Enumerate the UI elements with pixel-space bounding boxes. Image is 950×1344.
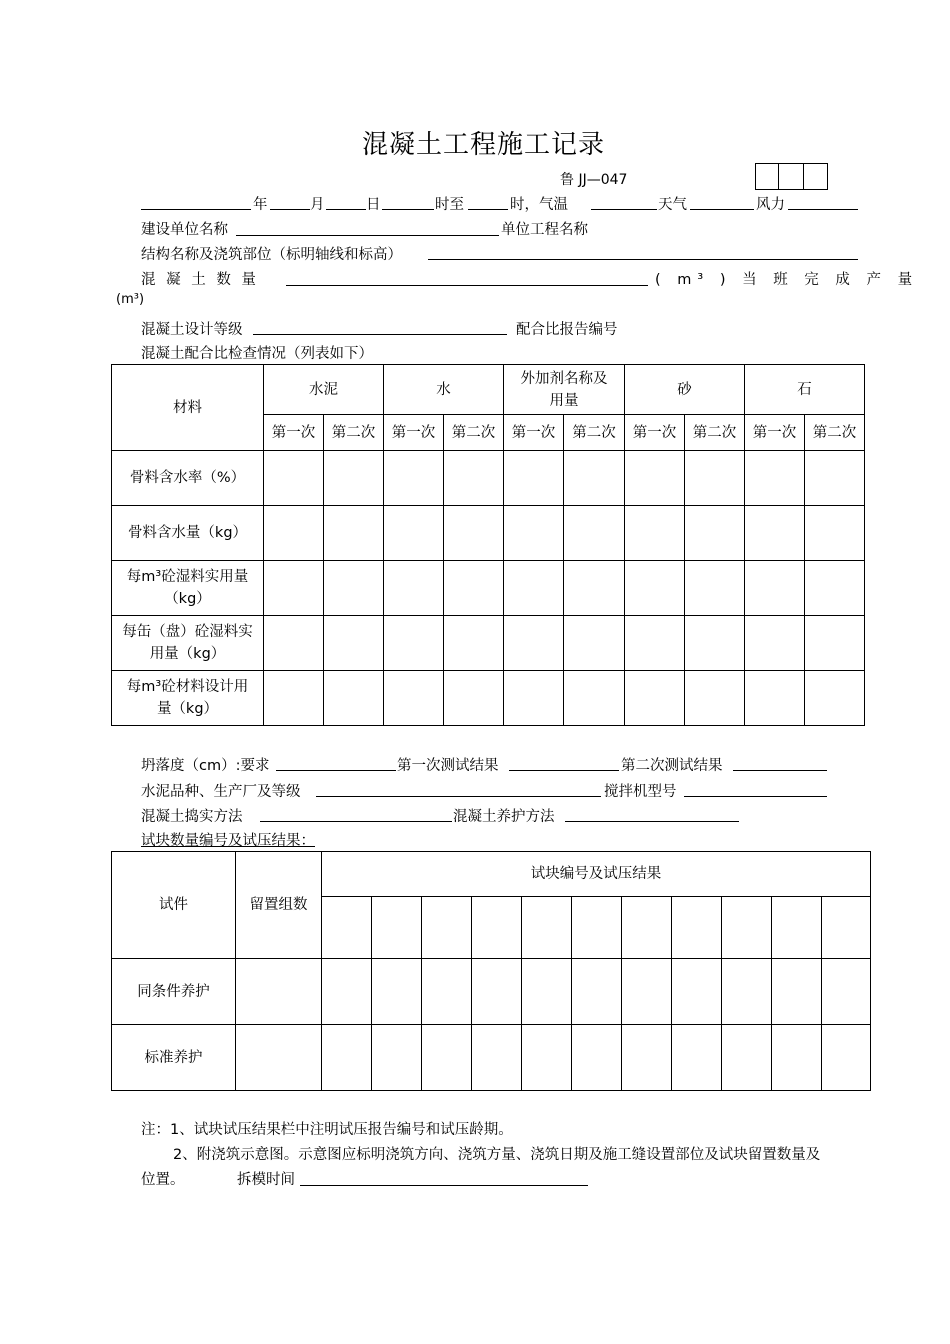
first-header: 第一次 — [384, 415, 444, 451]
curing-field[interactable] — [565, 821, 739, 822]
row-label: 骨料含水率（%） — [112, 451, 264, 506]
table-cell[interactable] — [236, 959, 322, 1025]
table-cell[interactable] — [264, 506, 324, 561]
table-cell[interactable] — [805, 506, 865, 561]
table-cell[interactable] — [745, 616, 805, 671]
table-cell[interactable] — [236, 1025, 322, 1091]
table-cell[interactable] — [572, 1025, 622, 1091]
demold-label: 拆模时间 — [237, 1172, 295, 1188]
table-cell[interactable] — [264, 616, 324, 671]
table-cell[interactable] — [564, 616, 625, 671]
table-cell[interactable] — [625, 671, 685, 726]
compact-field[interactable] — [260, 821, 452, 822]
table-cell[interactable] — [444, 671, 504, 726]
table-cell[interactable] — [264, 451, 324, 506]
table-cell[interactable] — [625, 451, 685, 506]
table-cell[interactable] — [572, 959, 622, 1025]
design-grade-label: 混凝土设计等级 — [141, 322, 243, 338]
table-cell[interactable] — [384, 506, 444, 561]
table-cell[interactable] — [805, 671, 865, 726]
table-cell[interactable] — [822, 1025, 871, 1091]
table-cell[interactable] — [324, 451, 384, 506]
m3-unit: (m³) — [116, 292, 145, 307]
table-cell[interactable] — [685, 561, 745, 616]
table-cell[interactable] — [384, 561, 444, 616]
table-cell[interactable] — [372, 959, 422, 1025]
second-header: 第二次 — [324, 415, 384, 451]
slump-field[interactable] — [276, 770, 396, 771]
table-cell[interactable] — [625, 616, 685, 671]
table-cell[interactable] — [722, 897, 772, 959]
table-cell[interactable] — [564, 561, 625, 616]
temp-field[interactable] — [591, 209, 657, 210]
table-cell[interactable] — [372, 897, 422, 959]
wind-label: 风力 — [756, 197, 785, 213]
table-cell[interactable] — [444, 506, 504, 561]
hour-to-field[interactable] — [468, 209, 508, 210]
table-cell[interactable] — [772, 1025, 822, 1091]
water-header: 水 — [384, 365, 504, 415]
table-cell[interactable] — [822, 897, 871, 959]
table-cell[interactable] — [672, 959, 722, 1025]
table-cell[interactable] — [722, 959, 772, 1025]
table-cell[interactable] — [622, 1025, 672, 1091]
note-1: 注：1、试块试压结果栏中注明试压报告编号和试压龄期。 — [141, 1122, 513, 1138]
table-cell[interactable] — [422, 959, 472, 1025]
table-cell[interactable] — [504, 616, 564, 671]
table-cell[interactable] — [685, 506, 745, 561]
first-header: 第一次 — [745, 415, 805, 451]
table-cell[interactable] — [522, 1025, 572, 1091]
weather-field[interactable] — [690, 209, 754, 210]
material-header: 材料 — [112, 365, 264, 451]
slump-label: 坍落度（cm）:要求 — [141, 758, 270, 774]
mix-check-label: 混凝土配合比检查情况（列表如下） — [141, 346, 373, 362]
project-name-label: 单位工程名称 — [501, 222, 588, 238]
table-cell[interactable] — [622, 959, 672, 1025]
table-cell[interactable] — [504, 561, 564, 616]
table-cell[interactable] — [324, 671, 384, 726]
table-cell[interactable] — [372, 1025, 422, 1091]
weather-label: 天气 — [658, 197, 687, 213]
temp-label: 时，气温 — [510, 197, 568, 213]
table-cell[interactable] — [745, 561, 805, 616]
year-label: 年 — [253, 197, 268, 213]
row-label: 骨料含水量（kg） — [112, 506, 264, 561]
table-cell[interactable] — [472, 1025, 522, 1091]
table-cell[interactable] — [522, 897, 572, 959]
table-cell[interactable] — [422, 1025, 472, 1091]
mix-table — [111, 364, 865, 726]
second-header: 第二次 — [564, 415, 625, 451]
first-header: 第一次 — [264, 415, 324, 451]
wind-field[interactable] — [788, 209, 858, 210]
day-field[interactable] — [326, 209, 366, 210]
cement-label: 水泥品种、生产厂及等级 — [141, 784, 301, 800]
month-label: 月 — [310, 197, 325, 213]
table-cell[interactable] — [722, 1025, 772, 1091]
day-label: 日 — [366, 197, 381, 213]
table-cell[interactable] — [522, 959, 572, 1025]
sand-header: 砂 — [625, 365, 745, 415]
design-grade-field[interactable] — [253, 334, 507, 335]
note-3: 位置。 — [141, 1172, 185, 1188]
table-cell[interactable] — [685, 451, 745, 506]
table-cell[interactable] — [805, 616, 865, 671]
table-cell[interactable] — [324, 506, 384, 561]
second-result-label: 第二次测试结果 — [621, 758, 723, 774]
table-cell[interactable] — [504, 451, 564, 506]
table-cell[interactable] — [322, 1025, 372, 1091]
table-cell[interactable] — [745, 671, 805, 726]
mixer-field[interactable] — [684, 796, 827, 797]
table-cell[interactable] — [625, 506, 685, 561]
compact-label: 混凝土捣实方法 — [141, 809, 243, 825]
table-cell[interactable] — [444, 616, 504, 671]
month-field[interactable] — [270, 209, 310, 210]
table-cell[interactable] — [472, 959, 522, 1025]
first-result-field[interactable] — [509, 770, 619, 771]
second-result-field[interactable] — [733, 770, 827, 771]
row-label: 标准养护 — [112, 1025, 236, 1091]
table-cell[interactable] — [564, 506, 625, 561]
form-code: 鲁 JJ—047 — [560, 172, 628, 188]
table-cell[interactable] — [805, 451, 865, 506]
curing-label: 混凝土养护方法 — [453, 809, 555, 825]
time-to-label: 时至 — [435, 197, 464, 213]
note-2: 2、附浇筑示意图。示意图应标明浇筑方向、浇筑方量、浇筑日期及施工缝设置部位及试块留置数量及 — [173, 1147, 821, 1163]
table-cell[interactable] — [444, 451, 504, 506]
table-cell[interactable] — [822, 959, 871, 1025]
second-header: 第二次 — [805, 415, 865, 451]
table-cell[interactable] — [672, 1025, 722, 1091]
table-cell[interactable] — [504, 671, 564, 726]
table-cell[interactable] — [472, 897, 522, 959]
table-cell[interactable] — [745, 506, 805, 561]
additive-header: 外加剂名称及用量 — [504, 365, 625, 415]
results-header: 试块编号及试压结果 — [322, 852, 871, 897]
row-label: 同条件养护 — [112, 959, 236, 1025]
table-cell[interactable] — [622, 897, 672, 959]
structure-field[interactable] — [428, 259, 858, 260]
specimen-title: 试块数量编号及试压结果： — [141, 833, 315, 849]
hour-from-field[interactable] — [382, 209, 434, 210]
first-header: 第一次 — [504, 415, 564, 451]
table-cell[interactable] — [322, 897, 372, 959]
structure-label: 结构名称及浇筑部位（标明轴线和标高） — [141, 247, 402, 263]
table-cell[interactable] — [384, 451, 444, 506]
table-cell[interactable] — [264, 561, 324, 616]
builder-unit-field[interactable] — [236, 235, 499, 236]
row-label: 每m³砼材料设计用量（kg） — [112, 671, 264, 726]
table-cell[interactable] — [324, 616, 384, 671]
cement-header: 水泥 — [264, 365, 384, 415]
specimen-table — [111, 851, 871, 1091]
stone-header: 石 — [745, 365, 865, 415]
page-title: 混凝土工程施工记录 — [362, 130, 606, 160]
table-cell[interactable] — [444, 561, 504, 616]
table-cell[interactable] — [384, 616, 444, 671]
cement-field[interactable] — [316, 796, 601, 797]
table-cell[interactable] — [564, 451, 625, 506]
concrete-qty-label: 混 凝 土 数 量 — [141, 272, 259, 288]
row-label: 每m³砼湿料实用量（kg） — [112, 561, 264, 616]
second-header: 第二次 — [685, 415, 745, 451]
table-cell[interactable] — [745, 451, 805, 506]
item-header: 试件 — [112, 852, 236, 959]
demold-field[interactable] — [300, 1185, 588, 1186]
mixer-label: 搅拌机型号 — [604, 784, 677, 800]
table-cell[interactable] — [685, 616, 745, 671]
table-cell[interactable] — [625, 561, 685, 616]
table-cell[interactable] — [672, 897, 722, 959]
table-cell[interactable] — [572, 897, 622, 959]
row-label: 每缶（盘）砼湿料实用量（kg） — [112, 616, 264, 671]
year-field[interactable] — [141, 209, 251, 210]
table-cell[interactable] — [422, 897, 472, 959]
table-cell[interactable] — [805, 561, 865, 616]
table-cell[interactable] — [772, 897, 822, 959]
second-header: 第二次 — [444, 415, 504, 451]
first-header: 第一次 — [625, 415, 685, 451]
first-result-label: 第一次测试结果 — [397, 758, 499, 774]
table-cell[interactable] — [564, 671, 625, 726]
table-cell[interactable] — [384, 671, 444, 726]
table-cell[interactable] — [264, 671, 324, 726]
builder-unit-label: 建设单位名称 — [141, 222, 228, 238]
table-cell[interactable] — [504, 506, 564, 561]
groups-header: 留置组数 — [236, 852, 322, 959]
shift-output-label: ( m³ ) 当 班 完 成 产 量 — [655, 272, 919, 288]
concrete-qty-field[interactable] — [286, 285, 648, 286]
table-cell[interactable] — [685, 671, 745, 726]
table-cell[interactable] — [324, 561, 384, 616]
code-boxes[interactable] — [755, 163, 828, 190]
table-cell[interactable] — [322, 959, 372, 1025]
mix-report-label: 配合比报告编号 — [516, 322, 618, 338]
table-cell[interactable] — [772, 959, 822, 1025]
